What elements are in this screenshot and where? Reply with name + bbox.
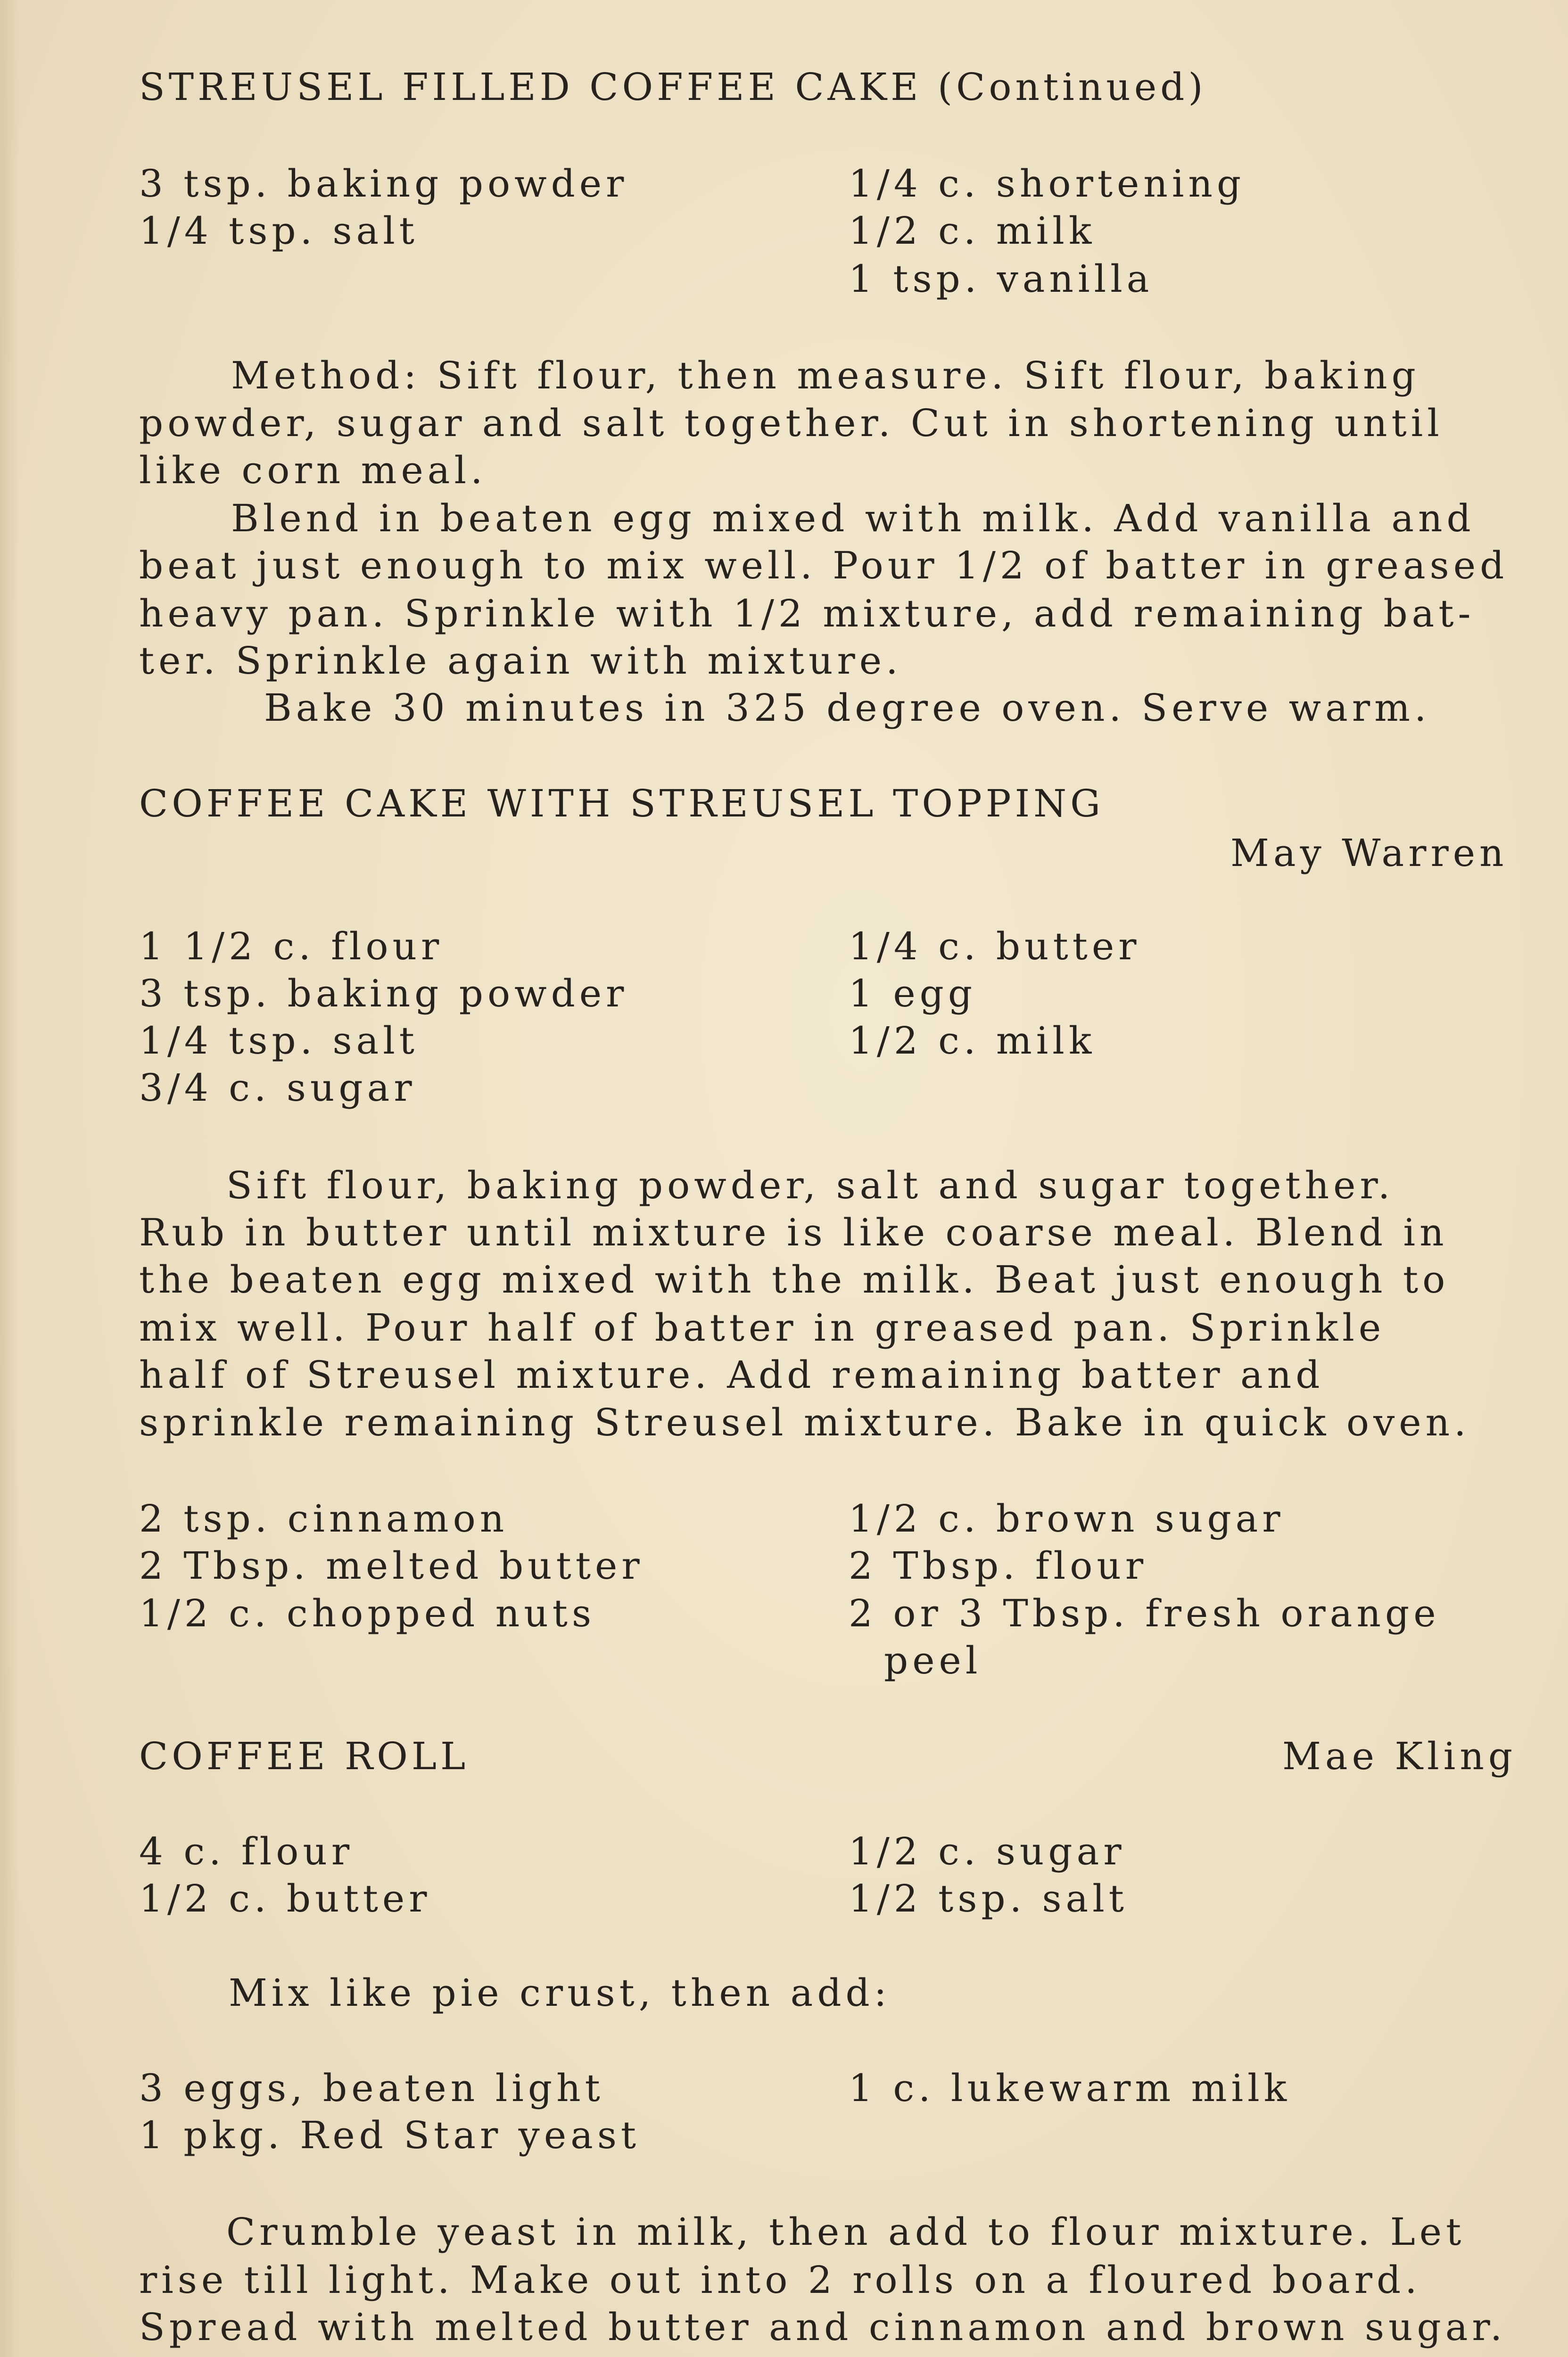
- ingredient-line: 3 eggs, beaten light: [139, 2066, 604, 2110]
- topping-line: 2 tsp. cinnamon: [139, 1497, 509, 1541]
- method-line: powder, sugar and salt together. Cut in shortening until: [139, 401, 1444, 445]
- recipe-contributor: Mae Kling: [1282, 1734, 1517, 1778]
- topping-line: 2 Tbsp. melted butter: [139, 1544, 644, 1588]
- page-edge-shadow: [0, 0, 19, 2357]
- method-line: beat just enough to mix well. Pour 1/2 of batter in greased: [139, 544, 1509, 587]
- ingredient-line: 3 tsp. baking powder: [139, 972, 628, 1015]
- ingredient-line: 1/4 c. shortening: [849, 162, 1246, 206]
- ingredient-line: 1 tsp. vanilla: [849, 257, 1154, 301]
- method-line: Blend in beaten egg mixed with milk. Add vanilla and: [231, 496, 1475, 540]
- ingredient-line: 1 egg: [849, 972, 977, 1015]
- method-line: rise till light. Make out into 2 rolls on a floured board.: [139, 2258, 1421, 2302]
- method-line: Method: Sift flour, then measure. Sift flour, baking: [231, 354, 1420, 397]
- method-line: Sift flour, baking powder, salt and sugar together.: [226, 1163, 1395, 1207]
- method-line: Crumble yeast in milk, then add to flour mixture. Let: [226, 2210, 1466, 2254]
- mix-note: Mix like pie crust, then add:: [229, 1971, 891, 2015]
- ingredient-line: 1/4 c. butter: [849, 924, 1141, 968]
- topping-line: 1/2 c. brown sugar: [849, 1497, 1285, 1541]
- ingredient-line: 3/4 c. sugar: [139, 1066, 416, 1110]
- ingredient-line: 4 c. flour: [139, 1830, 354, 1873]
- recipe-title-coffee-roll: COFFEE ROLL: [139, 1734, 470, 1778]
- topping-line: peel: [884, 1639, 982, 1682]
- method-line: Rub in butter until mixture is like coarse meal. Blend in: [139, 1211, 1448, 1254]
- method-line: like corn meal.: [139, 448, 487, 492]
- method-line: heavy pan. Sprinkle with 1/2 mixture, add remaining bat-: [139, 592, 1475, 635]
- method-line: sprinkle remaining Streusel mixture. Bake in quick oven.: [139, 1401, 1470, 1444]
- ingredient-line: 1 1/2 c. flour: [139, 924, 444, 968]
- ingredient-line: 1/2 c. milk: [849, 1019, 1096, 1063]
- method-line: ter. Sprinkle again with mixture.: [139, 639, 902, 683]
- method-line: Bake 30 minutes in 325 degree oven. Serve warm.: [264, 686, 1431, 730]
- recipe-title-coffee-cake-streusel: COFFEE CAKE WITH STREUSEL TOPPING: [139, 782, 1105, 825]
- method-line: the beaten egg mixed with the milk. Beat just enough to: [139, 1258, 1450, 1302]
- ingredient-line: 1/2 tsp. salt: [849, 1877, 1128, 1920]
- ingredient-line: 3 tsp. baking powder: [139, 162, 628, 206]
- method-line: Spread with melted butter and cinnamon and brown sugar.: [139, 2305, 1507, 2349]
- recipe-title-streusel-filled: STREUSEL FILLED COFFEE CAKE (Continued): [139, 65, 1207, 109]
- ingredient-line: 1 pkg. Red Star yeast: [139, 2113, 641, 2157]
- topping-line: 1/2 c. chopped nuts: [139, 1591, 595, 1635]
- ingredient-line: 1/4 tsp. salt: [139, 209, 419, 253]
- ingredient-line: 1/2 c. milk: [849, 209, 1096, 253]
- ingredient-line: 1/2 c. butter: [139, 1877, 431, 1920]
- method-line: half of Streusel mixture. Add remaining batter and: [139, 1353, 1324, 1397]
- ingredient-line: 1/4 tsp. salt: [139, 1019, 419, 1063]
- ingredient-line: 1/2 c. sugar: [849, 1830, 1126, 1873]
- recipe-contributor: May Warren: [1230, 831, 1508, 875]
- ingredient-line: 1 c. lukewarm milk: [849, 2066, 1291, 2110]
- topping-line: 2 or 3 Tbsp. fresh orange: [849, 1591, 1440, 1635]
- topping-line: 2 Tbsp. flour: [849, 1544, 1148, 1588]
- method-line: mix well. Pour half of batter in greased pan. Sprinkle: [139, 1306, 1386, 1350]
